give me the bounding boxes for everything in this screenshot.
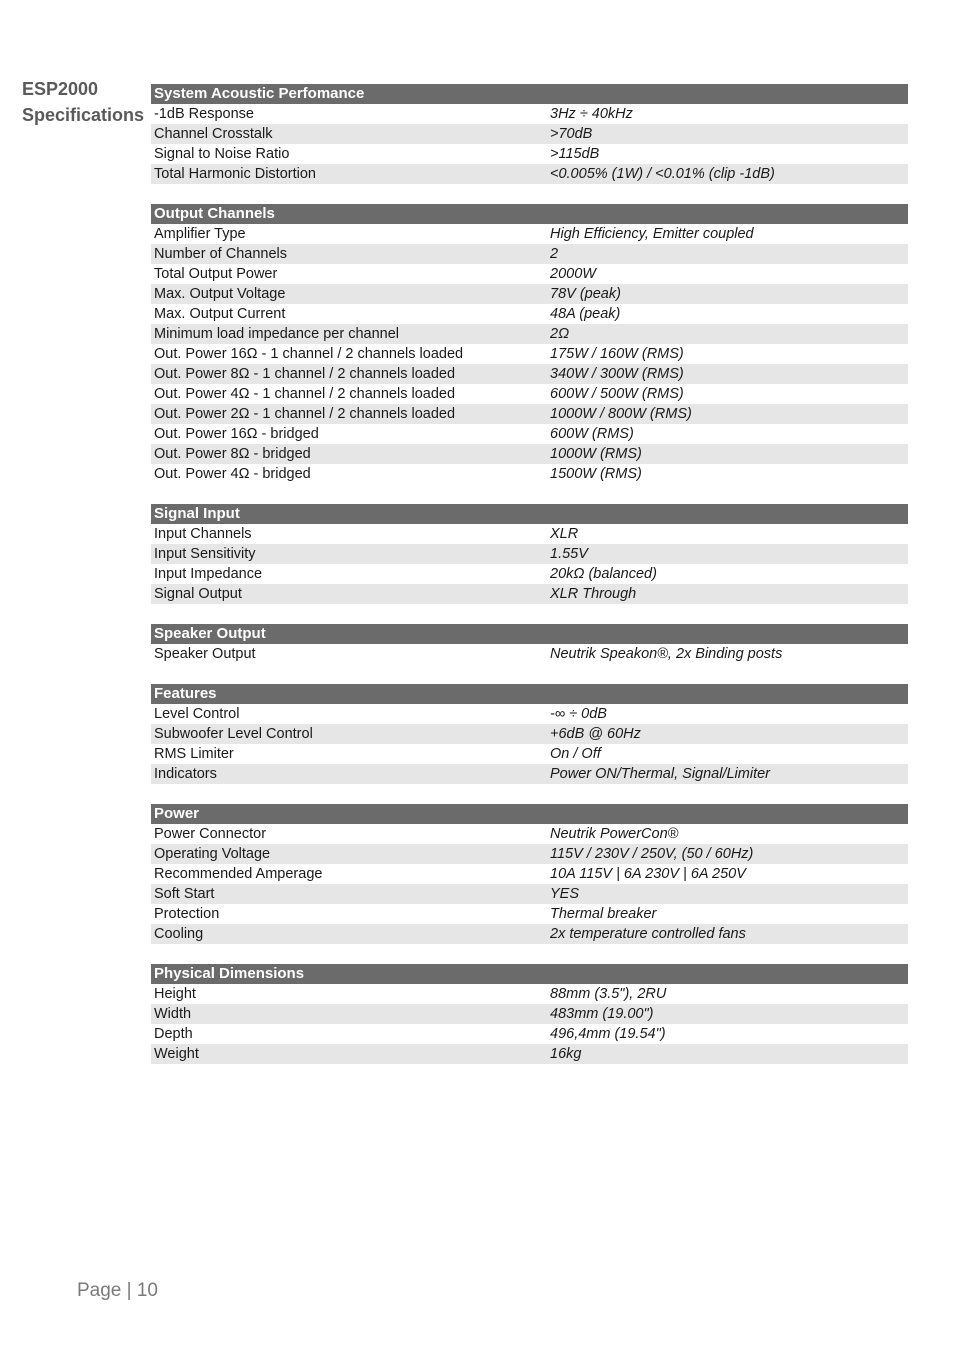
spec-row	[151, 364, 908, 384]
spec-row	[151, 864, 908, 884]
spec-value: 20kΩ (balanced)	[550, 566, 657, 582]
spec-value: 16kg	[550, 1046, 582, 1062]
section-heading: Physical Dimensions	[151, 964, 908, 984]
spec-label: Indicators	[154, 766, 217, 782]
spec-row	[151, 984, 908, 1004]
spec-label: -1dB Response	[154, 106, 254, 122]
spec-value: 600W (RMS)	[550, 426, 634, 442]
spec-row	[151, 384, 908, 404]
spec-label: Out. Power 8Ω - 1 channel / 2 channels loaded	[154, 366, 456, 382]
spec-value: 600W / 500W (RMS)	[550, 386, 684, 402]
spec-section	[151, 504, 908, 604]
spec-label: Depth	[154, 1026, 193, 1042]
spec-value: 78V (peak)	[550, 286, 621, 302]
spec-value: 2x temperature controlled fans	[550, 926, 746, 942]
spec-label: Input Impedance	[154, 566, 263, 582]
spec-row	[151, 344, 908, 364]
spec-value: 48A (peak)	[550, 306, 621, 322]
spec-row	[151, 884, 908, 904]
spec-label: Out. Power 8Ω - bridged	[154, 446, 311, 462]
spec-row	[151, 704, 908, 724]
spec-section	[151, 624, 908, 664]
spec-value: >115dB	[550, 146, 600, 162]
spec-row	[151, 444, 908, 464]
spec-row	[151, 924, 908, 944]
section-heading: System Acoustic Perfomance	[151, 84, 908, 104]
spec-label: Power Connector	[154, 826, 267, 842]
spec-label: Input Sensitivity	[154, 546, 256, 562]
spec-row	[151, 464, 908, 484]
spec-row	[151, 404, 908, 424]
section-heading: Output Channels	[151, 204, 908, 224]
spec-value: 175W / 160W (RMS)	[550, 346, 684, 362]
spec-value: 10A 115V | 6A 230V | 6A 250V	[550, 866, 746, 882]
spec-value: XLR	[550, 526, 579, 542]
spec-label: Operating Voltage	[154, 846, 271, 862]
spec-label: Cooling	[154, 926, 204, 942]
spec-label: Subwoofer Level Control	[154, 726, 313, 742]
title-subtitle: Specifications	[22, 105, 145, 125]
spec-value: >70dB	[550, 126, 593, 142]
spec-row	[151, 844, 908, 864]
spec-label: Speaker Output	[154, 646, 256, 662]
spec-row	[151, 164, 908, 184]
spec-row	[151, 764, 908, 784]
spec-row	[151, 544, 908, 564]
title-model: ESP2000	[22, 79, 99, 99]
spec-row	[151, 124, 908, 144]
spec-value: 1000W (RMS)	[550, 446, 642, 462]
spec-label: Total Harmonic Distortion	[154, 166, 316, 182]
spec-label: Out. Power 16Ω - 1 channel / 2 channels loaded	[154, 346, 464, 362]
spec-label: Weight	[154, 1046, 199, 1062]
spec-row	[151, 1004, 908, 1024]
section-heading: Power	[151, 804, 908, 824]
spec-value: Neutrik PowerCon®	[550, 826, 679, 842]
spec-label: Out. Power 16Ω - bridged	[154, 426, 319, 442]
spec-value: High Efficiency, Emitter coupled	[550, 226, 754, 242]
spec-label: Level Control	[154, 706, 240, 722]
spec-section	[151, 804, 908, 944]
spec-value: 483mm (19.00")	[550, 1006, 654, 1022]
spec-label: Channel Crosstalk	[154, 126, 273, 142]
spec-value: 2Ω	[550, 326, 570, 342]
spec-row	[151, 104, 908, 124]
spec-value: 1.55V	[550, 546, 588, 562]
spec-row	[151, 584, 908, 604]
spec-section	[151, 684, 908, 784]
spec-label: Soft Start	[154, 886, 215, 902]
spec-value: XLR Through	[550, 586, 637, 602]
spec-row	[151, 1024, 908, 1044]
spec-section	[151, 964, 908, 1064]
spec-label: Amplifier Type	[154, 226, 246, 242]
spec-value: 1000W / 800W (RMS)	[550, 406, 692, 422]
spec-label: Width	[154, 1006, 192, 1022]
spec-label: Signal to Noise Ratio	[154, 146, 290, 162]
spec-value: 2	[550, 246, 559, 262]
spec-value: 3Hz ÷ 40kHz	[550, 106, 633, 122]
spec-label: Number of Channels	[154, 246, 287, 262]
spec-label: Input Channels	[154, 526, 252, 542]
spec-value: 340W / 300W (RMS)	[550, 366, 684, 382]
spec-row	[151, 144, 908, 164]
spec-section	[151, 84, 908, 184]
section-heading: Speaker Output	[151, 624, 908, 644]
spec-label: Out. Power 4Ω - bridged	[154, 466, 311, 482]
spec-row	[151, 224, 908, 244]
spec-value: 88mm (3.5"), 2RU	[550, 986, 667, 1002]
spec-label: Minimum load impedance per channel	[154, 326, 400, 342]
spec-value: 2000W	[550, 266, 596, 282]
document-title	[22, 76, 144, 128]
spec-label: Out. Power 2Ω - 1 channel / 2 channels loaded	[154, 406, 456, 422]
spec-label: Signal Output	[154, 586, 242, 602]
spec-value: On / Off	[550, 746, 601, 762]
spec-value: -∞ ÷ 0dB	[550, 706, 607, 722]
spec-row	[151, 264, 908, 284]
spec-value: Power ON/Thermal, Signal/Limiter	[550, 766, 770, 782]
spec-row	[151, 524, 908, 544]
spec-row	[151, 244, 908, 264]
spec-row	[151, 324, 908, 344]
spec-row	[151, 284, 908, 304]
spec-value: 1500W (RMS)	[550, 466, 642, 482]
spec-label: Height	[154, 986, 196, 1002]
spec-label: Max. Output Current	[154, 306, 286, 322]
spec-value: <0.005% (1W) / <0.01% (clip -1dB)	[550, 166, 775, 182]
spec-label: Protection	[154, 906, 220, 922]
page-number: Page | 10	[77, 1280, 159, 1301]
spec-section	[151, 204, 908, 484]
spec-value: 496,4mm (19.54")	[550, 1026, 666, 1042]
spec-row	[151, 744, 908, 764]
spec-value: Thermal breaker	[550, 906, 657, 922]
spec-value: 115V / 230V / 250V, (50 / 60Hz)	[550, 846, 754, 862]
spec-label: Out. Power 4Ω - 1 channel / 2 channels loaded	[154, 386, 456, 402]
spec-label: Max. Output Voltage	[154, 286, 286, 302]
spec-value: Neutrik Speakon®, 2x Binding posts	[550, 646, 783, 662]
specifications-table	[151, 84, 908, 1084]
section-heading: Features	[151, 684, 908, 704]
spec-row	[151, 424, 908, 444]
spec-row	[151, 564, 908, 584]
spec-label: Recommended Amperage	[154, 866, 323, 882]
spec-label: RMS Limiter	[154, 746, 234, 762]
spec-label: Total Output Power	[154, 266, 278, 282]
spec-value: +6dB @ 60Hz	[550, 726, 641, 742]
spec-row	[151, 904, 908, 924]
spec-value: YES	[550, 886, 580, 902]
spec-row	[151, 724, 908, 744]
spec-row	[151, 304, 908, 324]
spec-row	[151, 644, 908, 664]
spec-row	[151, 1044, 908, 1064]
spec-row	[151, 824, 908, 844]
section-heading: Signal Input	[151, 504, 908, 524]
